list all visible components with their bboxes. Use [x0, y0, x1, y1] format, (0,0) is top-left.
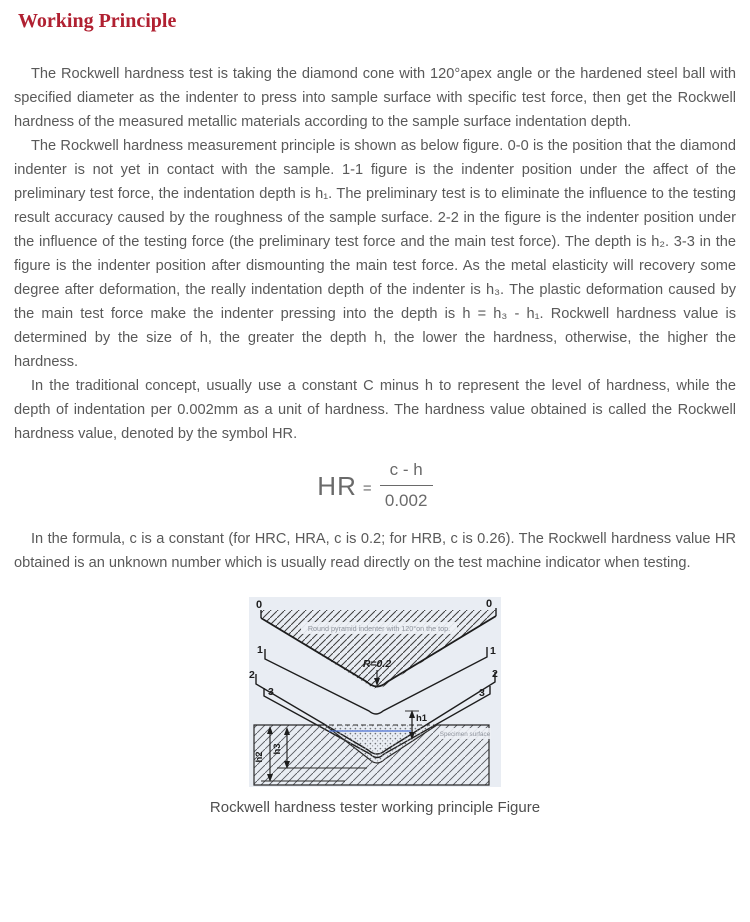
h3-label: h3	[272, 743, 283, 755]
formula-equals: =	[362, 479, 372, 497]
article-body	[14, 62, 736, 575]
specimen-surface-label: Specimen surface	[439, 731, 491, 738]
formula-denominator: 0.002	[384, 491, 428, 510]
hardness-formula	[14, 458, 736, 513]
rockwell-principle-diagram	[249, 597, 501, 787]
position-3-right-label: 3	[479, 687, 485, 699]
position-2-right-label: 2	[492, 668, 498, 680]
figure-block	[14, 597, 736, 816]
position-0-right-label: 0	[486, 598, 493, 610]
position-0-left-label: 0	[256, 599, 263, 611]
paragraph-formula-note: In the formula, c is a constant (for HRC, HRA, c is 0.2; for HRB, c is 0.26). The Rockwell hardness value HR obtained is an unknown number which is usually read directly on the test machine indicator when testing.	[14, 531, 736, 571]
position-1-right-label: 1	[490, 645, 496, 657]
tip-radius-label: R=0.2	[362, 658, 392, 670]
figure-caption: Rockwell hardness tester working principle Figure	[209, 799, 541, 816]
page-title: Working Principle	[18, 10, 177, 32]
paragraph-intro: The Rockwell hardness test is taking the diamond cone with 120°apex angle or the hardened steel ball with specified diameter as the indenter to press into sample surface with specific test force, then get the Rockwell hardness of the measured metallic materials according to the sample surface indentation depth.	[14, 66, 736, 130]
position-2-left-label: 2	[249, 669, 255, 681]
h1-label: h1	[416, 713, 428, 724]
h2-label: h2	[254, 751, 265, 763]
position-3-left-label: 3	[268, 686, 274, 698]
paragraph-principle: The Rockwell hardness measurement principle is shown as below figure. 0-0 is the position that the diamond indenter is not yet in contact with the sample. 1-1 figure is the indenter position under the affect of the preliminary test force, the indentation depth is h₁. The preliminary test is to eliminate the influence to the testing result accuracy caused by the roughness of the sample surface. 2-2 in the figure is the indenter position under the influence of the testing force (the preliminary test force and the main test force). The depth is h₂. 3-3 in the figure is the indenter position after dismounting the main test force. As the metal elasticity will recovery some degree after deformation, the really indentation depth of the indenter is h₃. The plastic deformation caused by the main test force make the indenter pressing into the depth is h = h₃ - h₁. Rockwell hardness value is determined by the size of h, the greater the depth h, the lower the hardness, otherwise, the higher the hardness.	[14, 138, 736, 370]
formula-numerator: c - h	[380, 458, 433, 486]
formula-fraction	[380, 458, 433, 513]
indenter-note-label: Round pyramid indenter with 120°on the top.	[307, 624, 451, 633]
formula-lhs: HR	[317, 470, 357, 501]
position-1-left-label: 1	[257, 644, 263, 656]
paragraph-traditional: In the traditional concept, usually use a constant C minus h to represent the level of hardness, while the depth of indentation per 0.002mm as a unit of hardness. The hardness value obtained is called the Rockwell hardness value, denoted by the symbol HR.	[14, 378, 736, 442]
